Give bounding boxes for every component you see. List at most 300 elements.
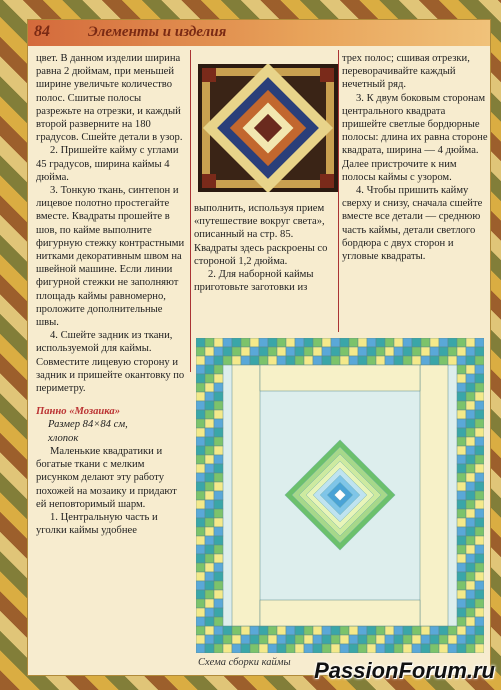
checker-square xyxy=(340,635,349,644)
checker-square xyxy=(349,338,358,347)
checker-square xyxy=(430,626,439,635)
checker-square xyxy=(403,338,412,347)
checker-square xyxy=(313,338,322,347)
checker-square xyxy=(250,347,259,356)
checker-square xyxy=(205,392,214,401)
checker-square xyxy=(196,626,205,635)
checker-square xyxy=(241,635,250,644)
paragraph: выполнить, используя прием «путешествие вокруг света», описанный на стр. 85. Квадраты здесь раскроены со стороной 1,2 дюйма. xyxy=(194,203,328,267)
checker-square xyxy=(250,356,259,365)
checker-square xyxy=(466,518,475,527)
checker-square xyxy=(241,347,250,356)
checker-square xyxy=(475,509,484,518)
border-strip xyxy=(260,600,420,626)
checker-square xyxy=(340,347,349,356)
border-strip xyxy=(232,365,260,626)
checker-square xyxy=(412,338,421,347)
checker-square xyxy=(358,356,367,365)
checker-square xyxy=(412,626,421,635)
checker-square xyxy=(421,338,430,347)
checker-square xyxy=(475,536,484,545)
checker-square xyxy=(304,635,313,644)
checker-square xyxy=(205,617,214,626)
checker-square xyxy=(466,554,475,563)
checker-square xyxy=(214,365,223,374)
checker-square xyxy=(475,527,484,536)
paragraph: 3. К двум боковым сторонам центрального квадрата пришейте светлые бордюрные полосы: длина их равна стороне квадрата, ширина — 4 дюйма. Далее пристрочите к ним полосы каймы с узором. xyxy=(342,92,488,183)
checker-square xyxy=(196,356,205,365)
checker-square xyxy=(277,626,286,635)
checker-square xyxy=(268,356,277,365)
checker-square xyxy=(214,392,223,401)
checker-square xyxy=(475,428,484,437)
checker-square xyxy=(214,617,223,626)
checker-square xyxy=(205,491,214,500)
checker-square xyxy=(448,626,457,635)
checker-square xyxy=(214,347,223,356)
checker-square xyxy=(475,626,484,635)
checker-square xyxy=(376,338,385,347)
paragraph: 1. Центральную часть и уголки каймы удобнее xyxy=(36,511,158,537)
checker-square xyxy=(259,347,268,356)
checker-square xyxy=(430,644,439,653)
paragraph: 2. Для наборной каймы приготовьте заготовки из xyxy=(194,269,314,294)
checker-square xyxy=(205,581,214,590)
checker-square xyxy=(466,608,475,617)
checker-square xyxy=(475,383,484,392)
checker-square xyxy=(286,356,295,365)
checker-square xyxy=(457,437,466,446)
checker-square xyxy=(322,644,331,653)
checker-square xyxy=(286,644,295,653)
checker-square xyxy=(205,365,214,374)
checker-square xyxy=(286,626,295,635)
checker-square xyxy=(214,644,223,653)
checker-square xyxy=(385,626,394,635)
checker-square xyxy=(196,644,205,653)
checker-square xyxy=(466,464,475,473)
checker-square xyxy=(376,347,385,356)
checker-square xyxy=(394,644,403,653)
checker-square xyxy=(466,383,475,392)
checker-square xyxy=(475,644,484,653)
checker-square xyxy=(394,347,403,356)
checker-square xyxy=(304,644,313,653)
checker-square xyxy=(385,635,394,644)
checker-square xyxy=(466,419,475,428)
checker-square xyxy=(457,482,466,491)
checker-square xyxy=(205,338,214,347)
checker-square xyxy=(475,410,484,419)
checker-square xyxy=(214,356,223,365)
checker-square xyxy=(466,338,475,347)
checker-square xyxy=(403,356,412,365)
paragraph: 2. Пришейте кайму с углами 45 градусов, ширина каймы 4 дюйма. xyxy=(36,145,179,183)
checker-square xyxy=(259,626,268,635)
checker-square xyxy=(475,446,484,455)
checker-square xyxy=(214,419,223,428)
checker-square xyxy=(196,545,205,554)
checker-square xyxy=(475,392,484,401)
checker-square xyxy=(205,608,214,617)
checker-square xyxy=(196,572,205,581)
checker-square xyxy=(457,608,466,617)
checker-square xyxy=(475,401,484,410)
checker-square xyxy=(214,428,223,437)
page-number: 84 xyxy=(34,23,50,40)
checker-square xyxy=(331,635,340,644)
checker-square xyxy=(268,626,277,635)
checker-square xyxy=(196,554,205,563)
checker-square xyxy=(403,626,412,635)
checker-square xyxy=(466,527,475,536)
checker-square xyxy=(457,554,466,563)
column-divider xyxy=(338,50,339,332)
checker-square xyxy=(457,572,466,581)
checker-square xyxy=(466,572,475,581)
checker-square xyxy=(457,617,466,626)
checker-square xyxy=(214,563,223,572)
checker-square xyxy=(466,482,475,491)
checker-square xyxy=(205,473,214,482)
checker-square xyxy=(475,338,484,347)
diagram-image xyxy=(196,338,484,653)
checker-square xyxy=(376,626,385,635)
checker-square xyxy=(358,635,367,644)
checker-square xyxy=(205,545,214,554)
checker-square xyxy=(466,455,475,464)
checker-square xyxy=(214,338,223,347)
checker-square xyxy=(259,338,268,347)
checker-square xyxy=(466,617,475,626)
checker-square xyxy=(439,626,448,635)
checker-square xyxy=(439,338,448,347)
checker-square xyxy=(295,356,304,365)
checker-square xyxy=(457,410,466,419)
checker-square xyxy=(214,473,223,482)
checker-square xyxy=(466,500,475,509)
checker-square xyxy=(367,347,376,356)
checker-square xyxy=(394,626,403,635)
checker-square xyxy=(232,635,241,644)
checker-square xyxy=(205,446,214,455)
checker-square xyxy=(403,644,412,653)
checker-square xyxy=(205,572,214,581)
checker-square xyxy=(457,500,466,509)
checker-square xyxy=(232,347,241,356)
checker-square xyxy=(457,581,466,590)
paragraph: 3. Тонкую ткань, синтепон и лицевое полотно простегайте вместе. Квадраты прошейте в шов, по кайме выполните фигурную стежку контрастными нитками декоративным швом на швейной машине. Если линии фигурной стежки не заполняют площадь каймы равномерно, проложите дополнительные швы. xyxy=(36,185,185,329)
checker-square xyxy=(277,644,286,653)
checker-square xyxy=(475,545,484,554)
checker-square xyxy=(196,482,205,491)
checker-square xyxy=(313,635,322,644)
checker-square xyxy=(466,365,475,374)
checker-square xyxy=(214,401,223,410)
checker-square xyxy=(457,374,466,383)
checker-square xyxy=(475,374,484,383)
checker-square xyxy=(457,590,466,599)
paragraph: Маленькие квадратики и богатые ткани с мелким рисунком делают эту работу похожей на мозаику и придают ей неповторимый шарм. xyxy=(36,445,177,510)
checker-square xyxy=(214,410,223,419)
checker-square xyxy=(322,338,331,347)
checker-square xyxy=(385,338,394,347)
paragraph: 4. Сшейте задник из ткани, используемой для каймы. Совместите лицевую сторону и задник и пришейте окантовку по периметру. xyxy=(36,330,185,395)
checker-square xyxy=(214,518,223,527)
checker-square xyxy=(196,617,205,626)
border-strip xyxy=(420,365,448,626)
checker-square xyxy=(304,347,313,356)
checker-square xyxy=(241,356,250,365)
checker-square xyxy=(430,347,439,356)
checker-square xyxy=(466,590,475,599)
checker-square xyxy=(457,644,466,653)
checker-square xyxy=(457,545,466,554)
checker-square xyxy=(457,635,466,644)
checker-square xyxy=(322,347,331,356)
checker-square xyxy=(214,482,223,491)
checker-square xyxy=(457,356,466,365)
checker-square xyxy=(214,536,223,545)
checker-square xyxy=(475,500,484,509)
checker-square xyxy=(466,473,475,482)
checker-square xyxy=(268,347,277,356)
checker-square xyxy=(205,590,214,599)
checker-square xyxy=(196,446,205,455)
checker-square xyxy=(466,374,475,383)
checker-square xyxy=(475,563,484,572)
checker-square xyxy=(475,581,484,590)
checker-square xyxy=(457,473,466,482)
checker-square xyxy=(466,599,475,608)
checker-square xyxy=(466,536,475,545)
checker-square xyxy=(214,635,223,644)
checker-square xyxy=(457,509,466,518)
checker-square xyxy=(223,347,232,356)
checker-square xyxy=(277,635,286,644)
checker-square xyxy=(232,338,241,347)
checker-square xyxy=(475,608,484,617)
checker-square xyxy=(214,464,223,473)
checker-square xyxy=(457,383,466,392)
checker-square xyxy=(214,608,223,617)
checker-square xyxy=(376,356,385,365)
project-title: Панно «Мозаика» xyxy=(36,406,120,418)
checker-square xyxy=(223,338,232,347)
checker-square xyxy=(322,635,331,644)
checker-square xyxy=(196,581,205,590)
checker-square xyxy=(313,644,322,653)
project-material: хлопок xyxy=(48,432,79,444)
checker-square xyxy=(403,347,412,356)
checker-square xyxy=(457,536,466,545)
checker-square xyxy=(250,338,259,347)
checker-square xyxy=(457,464,466,473)
checker-square xyxy=(457,599,466,608)
checker-square xyxy=(349,635,358,644)
checker-square xyxy=(295,635,304,644)
checker-square xyxy=(214,581,223,590)
checker-square xyxy=(367,338,376,347)
checker-square xyxy=(250,644,259,653)
checker-square xyxy=(286,338,295,347)
checker-square xyxy=(214,491,223,500)
checker-square xyxy=(475,617,484,626)
checker-square xyxy=(457,365,466,374)
checker-square xyxy=(439,347,448,356)
checker-square xyxy=(367,356,376,365)
checker-square xyxy=(205,635,214,644)
checker-square xyxy=(466,428,475,437)
checker-square xyxy=(439,635,448,644)
checker-square xyxy=(232,626,241,635)
watermark: PassionForum.ru xyxy=(314,658,495,683)
checker-square xyxy=(205,428,214,437)
checker-square xyxy=(367,644,376,653)
checker-square xyxy=(304,338,313,347)
checker-square xyxy=(205,455,214,464)
diagram-caption: Схема сборки каймы xyxy=(198,657,291,668)
checker-square xyxy=(196,365,205,374)
checker-square xyxy=(196,536,205,545)
paragraph: трех полос; сшивая отрезки, переворачивайте каждый нечетный ряд. xyxy=(342,53,470,91)
checker-square xyxy=(421,356,430,365)
checker-square xyxy=(223,644,232,653)
checker-square xyxy=(475,455,484,464)
checker-square xyxy=(313,626,322,635)
checker-square xyxy=(286,347,295,356)
checker-square xyxy=(457,518,466,527)
checker-square xyxy=(214,599,223,608)
checker-square xyxy=(349,626,358,635)
checker-square xyxy=(277,356,286,365)
checker-square xyxy=(295,347,304,356)
checker-square xyxy=(205,383,214,392)
checker-square xyxy=(196,338,205,347)
checker-square xyxy=(340,356,349,365)
checker-square xyxy=(412,347,421,356)
checker-square xyxy=(412,635,421,644)
checker-square xyxy=(412,356,421,365)
checker-square xyxy=(358,626,367,635)
checker-square xyxy=(475,491,484,500)
checker-square xyxy=(259,644,268,653)
checker-square xyxy=(448,338,457,347)
checker-square xyxy=(214,545,223,554)
checker-square xyxy=(457,419,466,428)
checker-square xyxy=(196,500,205,509)
checker-square xyxy=(205,374,214,383)
checker-square xyxy=(241,626,250,635)
paragraph: цвет. В данном изделии ширина равна 2 дюймам, при меньшей ширине увеличьте количество полос. Сшитые полосы разрежьте на отрезки, и каждый второй разверните на 180 градусов. Сшейте детали в узор. xyxy=(36,53,183,144)
project-size: Размер 84×84 см, xyxy=(48,419,128,431)
checker-square xyxy=(214,455,223,464)
checker-square xyxy=(205,464,214,473)
checker-square xyxy=(196,563,205,572)
checker-square xyxy=(340,644,349,653)
checker-square xyxy=(205,419,214,428)
checker-square xyxy=(457,428,466,437)
checker-square xyxy=(358,338,367,347)
checker-square xyxy=(421,635,430,644)
checker-square xyxy=(205,410,214,419)
checker-square xyxy=(196,635,205,644)
checker-square xyxy=(457,527,466,536)
checker-square xyxy=(205,599,214,608)
column-divider xyxy=(190,50,191,372)
checker-square xyxy=(466,446,475,455)
checker-square xyxy=(466,437,475,446)
checker-square xyxy=(466,491,475,500)
checker-square xyxy=(268,644,277,653)
checker-square xyxy=(349,347,358,356)
checker-square xyxy=(394,356,403,365)
checker-square xyxy=(475,419,484,428)
checker-square xyxy=(430,356,439,365)
checker-square xyxy=(277,338,286,347)
checker-square xyxy=(196,473,205,482)
checker-square xyxy=(196,374,205,383)
checker-square xyxy=(232,356,241,365)
checker-square xyxy=(205,626,214,635)
checker-square xyxy=(403,635,412,644)
checker-square xyxy=(196,455,205,464)
checker-square xyxy=(313,356,322,365)
checker-square xyxy=(196,428,205,437)
checker-square xyxy=(196,527,205,536)
checker-square xyxy=(466,581,475,590)
checker-square xyxy=(205,356,214,365)
checker-square xyxy=(394,635,403,644)
paragraph: 4. Чтобы пришить кайму сверху и снизу, сначала сшейте вместе все детали — среднюю часть каймы, детали светлого бордюра с двух сторон и угловые квадраты. xyxy=(342,185,483,263)
checker-square xyxy=(367,626,376,635)
checker-square xyxy=(349,644,358,653)
checker-square xyxy=(250,626,259,635)
checker-square xyxy=(475,365,484,374)
checker-square xyxy=(196,401,205,410)
checker-square xyxy=(241,338,250,347)
checker-square xyxy=(358,347,367,356)
checker-square xyxy=(205,401,214,410)
checker-square xyxy=(214,590,223,599)
checker-square xyxy=(439,644,448,653)
border-assembly-diagram xyxy=(196,338,484,653)
checker-square xyxy=(196,464,205,473)
checker-square xyxy=(475,482,484,491)
checker-square xyxy=(295,644,304,653)
checker-square xyxy=(457,347,466,356)
checker-square xyxy=(259,635,268,644)
checker-square xyxy=(205,482,214,491)
checker-square xyxy=(205,518,214,527)
checker-square xyxy=(223,356,232,365)
checker-square xyxy=(475,437,484,446)
checker-square xyxy=(475,554,484,563)
checker-square xyxy=(286,635,295,644)
checker-square xyxy=(223,626,232,635)
checker-square xyxy=(466,410,475,419)
checker-square xyxy=(340,626,349,635)
checker-square xyxy=(412,644,421,653)
checker-square xyxy=(196,599,205,608)
border-strip xyxy=(260,365,420,391)
checker-square xyxy=(196,491,205,500)
checker-square xyxy=(196,437,205,446)
checker-square xyxy=(205,347,214,356)
checker-square xyxy=(205,563,214,572)
checker-square xyxy=(295,338,304,347)
checker-square xyxy=(232,644,241,653)
